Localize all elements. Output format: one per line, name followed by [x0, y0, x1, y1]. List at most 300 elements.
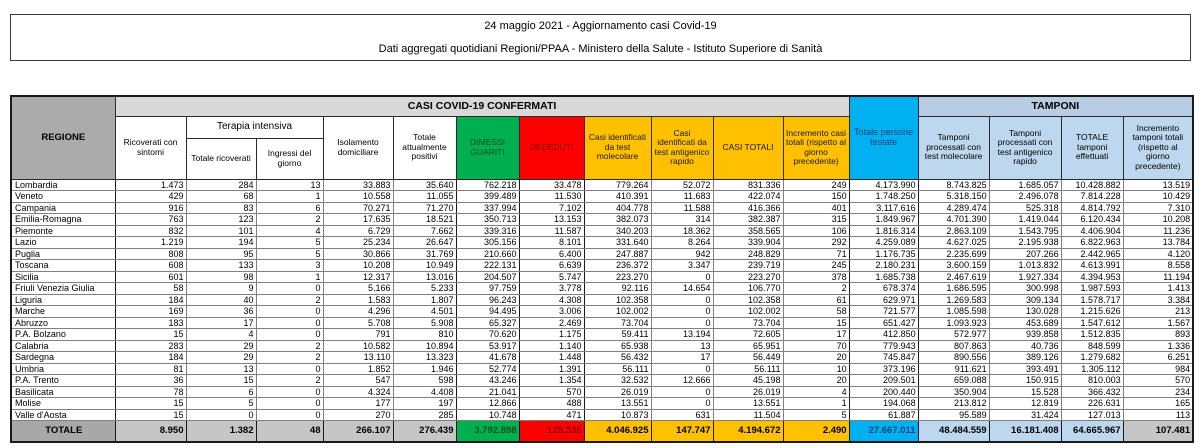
value-cell: 0	[256, 283, 323, 295]
header-deceduti: DECEDUTI	[519, 116, 584, 179]
value-cell: 6.400	[519, 248, 584, 260]
value-cell: 35.640	[393, 179, 456, 191]
value-cell: 177	[323, 398, 393, 410]
region-name: Umbria	[11, 363, 115, 375]
value-cell: 340.203	[584, 225, 651, 237]
value-cell: 32.532	[584, 375, 651, 387]
value-cell: 601	[115, 271, 186, 283]
value-cell: 26.647	[393, 237, 456, 249]
value-cell: 5.166	[323, 283, 393, 295]
region-name: Toscana	[11, 260, 115, 272]
header-casi-totali: CASI TOTALI	[713, 116, 783, 179]
table-row	[11, 294, 1193, 306]
header-incremento-tamponi: Incremento tamponi totali (rispetto al giorno precedente)	[1123, 116, 1193, 179]
header-tamponi-antigenico: Tamponi processati con test antigenico rapido	[989, 116, 1061, 179]
header-dimessi-guariti: DIMESSI GUARITI	[456, 116, 519, 179]
value-cell: 26.019	[713, 386, 783, 398]
value-cell: 984	[1123, 363, 1193, 375]
value-cell: 453.689	[989, 317, 1061, 329]
value-cell: 416.366	[713, 202, 783, 214]
region-name: Valle d'Aosta	[11, 409, 115, 421]
value-cell: 27.667.011	[849, 421, 918, 443]
value-cell: 71.270	[393, 202, 456, 214]
covid-daily-bulletin-table	[10, 95, 1194, 443]
value-cell: 2.442.965	[1061, 248, 1123, 260]
value-cell: 43.246	[456, 375, 519, 387]
header-group-tamponi: TAMPONI	[918, 96, 1193, 116]
value-cell: 1.946	[393, 363, 456, 375]
value-cell: 73.704	[713, 317, 783, 329]
value-cell: 165	[1123, 398, 1193, 410]
value-cell: 8.743.825	[918, 179, 989, 191]
value-cell: 210.660	[456, 248, 519, 260]
value-cell: 11.236	[1123, 225, 1193, 237]
value-cell: 4.289.474	[918, 202, 989, 214]
value-cell: 13	[256, 179, 323, 191]
value-cell: 0	[651, 363, 713, 375]
table-row	[11, 398, 1193, 410]
value-cell: 248.829	[713, 248, 783, 260]
value-cell: 4.194.672	[713, 421, 783, 443]
value-cell: 4.120	[1123, 248, 1193, 260]
value-cell: 70	[783, 340, 849, 352]
value-cell: 36	[115, 375, 186, 387]
value-cell: 3.778	[519, 283, 584, 295]
region-name: Abruzzo	[11, 317, 115, 329]
value-cell: 339.316	[456, 225, 519, 237]
value-cell: 525.318	[989, 202, 1061, 214]
value-cell: 236.372	[584, 260, 651, 272]
value-cell: 10.208	[323, 260, 393, 272]
value-cell: 78	[115, 386, 186, 398]
value-cell: 309.134	[989, 294, 1061, 306]
value-cell: 17	[651, 352, 713, 364]
value-cell: 1.140	[519, 340, 584, 352]
value-cell: 0	[651, 398, 713, 410]
value-cell: 95	[186, 248, 256, 260]
value-cell: 223.270	[584, 271, 651, 283]
table-row	[11, 202, 1193, 214]
value-cell: 0	[256, 398, 323, 410]
value-cell: 197	[393, 398, 456, 410]
value-cell: 123	[186, 214, 256, 226]
table-row	[11, 248, 1193, 260]
value-cell: 71	[783, 248, 849, 260]
value-cell: 831.336	[713, 179, 783, 191]
value-cell: 1.175	[519, 329, 584, 341]
header-ricoverati-con-sintomi: Ricoverati con sintomi	[115, 116, 186, 179]
value-cell: 1.013.832	[989, 260, 1061, 272]
value-cell: 3.006	[519, 306, 584, 318]
value-cell: 3.117.616	[849, 202, 918, 214]
value-cell: 239.719	[713, 260, 783, 272]
value-cell: 1.336	[1123, 340, 1193, 352]
value-cell: 1.685.057	[989, 179, 1061, 191]
value-cell: 41.678	[456, 352, 519, 364]
value-cell: 412.850	[849, 329, 918, 341]
header-regione: REGIONE	[11, 96, 115, 179]
value-cell: 1.987.593	[1061, 283, 1123, 295]
header-casi-test-molecolare: Casi identificati da test molecolare	[584, 116, 651, 179]
table-row	[11, 271, 1193, 283]
value-cell: 249	[783, 179, 849, 191]
value-cell: 2.195.938	[989, 237, 1061, 249]
header-totale-attualmente-positivi: Totale attualmente positivi	[393, 116, 456, 179]
value-cell: 807.863	[918, 340, 989, 352]
value-cell: 4.501	[393, 306, 456, 318]
value-cell: 339.904	[713, 237, 783, 249]
table-row	[11, 352, 1193, 364]
value-cell: 207.266	[989, 248, 1061, 260]
value-cell: 9	[186, 283, 256, 295]
value-cell: 762.218	[456, 179, 519, 191]
header-casi-test-antigenico: Casi identificati da test antigenico rapido	[651, 116, 713, 179]
value-cell: 547	[323, 375, 393, 387]
value-cell: 401	[783, 202, 849, 214]
value-cell: 745.847	[849, 352, 918, 364]
region-name: Basilicata	[11, 386, 115, 398]
value-cell: 184	[115, 352, 186, 364]
value-cell: 48.484.559	[918, 421, 989, 443]
value-cell: 13.784	[1123, 237, 1193, 249]
value-cell: 14.654	[651, 283, 713, 295]
value-cell: 11.587	[519, 225, 584, 237]
value-cell: 1.852	[323, 363, 393, 375]
region-name: Lazio	[11, 237, 115, 249]
value-cell: 15	[783, 317, 849, 329]
value-cell: 10.894	[393, 340, 456, 352]
value-cell: 4.394.953	[1061, 271, 1123, 283]
value-cell: 1.547.612	[1061, 317, 1123, 329]
value-cell: 721.577	[849, 306, 918, 318]
value-cell: 52.774	[456, 363, 519, 375]
value-cell: 1.543.795	[989, 225, 1061, 237]
value-cell: 7.662	[393, 225, 456, 237]
value-cell: 5.908	[393, 317, 456, 329]
value-cell: 1.279.682	[1061, 352, 1123, 364]
value-cell: 5.318.150	[918, 191, 989, 203]
table-row	[11, 237, 1193, 249]
value-cell: 832	[115, 225, 186, 237]
value-cell: 48	[256, 421, 323, 443]
value-cell: 2	[256, 340, 323, 352]
table-row	[11, 260, 1193, 272]
value-cell: 382.073	[584, 214, 651, 226]
value-cell: 4.613.991	[1061, 260, 1123, 272]
value-cell: 429	[115, 191, 186, 203]
table-row	[11, 191, 1193, 203]
value-cell: 399.489	[456, 191, 519, 203]
value-cell: 194.068	[849, 398, 918, 410]
value-cell: 6.251	[1123, 352, 1193, 364]
value-cell: 6.120.434	[1061, 214, 1123, 226]
value-cell: 810.003	[1061, 375, 1123, 387]
value-cell: 1.512.835	[1061, 329, 1123, 341]
table-body	[11, 179, 1193, 442]
value-cell: 11.055	[393, 191, 456, 203]
value-cell: 11.504	[713, 409, 783, 421]
value-cell: 52.072	[651, 179, 713, 191]
value-cell: 651.427	[849, 317, 918, 329]
value-cell: 2.467.619	[918, 271, 989, 283]
table-row	[11, 225, 1193, 237]
value-cell: 629.971	[849, 294, 918, 306]
value-cell: 73.704	[584, 317, 651, 329]
value-cell: 10.748	[456, 409, 519, 421]
value-cell: 11.530	[519, 191, 584, 203]
value-cell: 58	[783, 306, 849, 318]
value-cell: 1.354	[519, 375, 584, 387]
value-cell: 70.620	[456, 329, 519, 341]
value-cell: 598	[393, 375, 456, 387]
value-cell: 4.701.390	[918, 214, 989, 226]
value-cell: 245	[783, 260, 849, 272]
value-cell: 1.093.923	[918, 317, 989, 329]
value-cell: 13.110	[323, 352, 393, 364]
value-cell: 389.126	[989, 352, 1061, 364]
value-cell: 3.792.898	[456, 421, 519, 443]
value-cell: 6.822.963	[1061, 237, 1123, 249]
header-incremento-casi: Incremento casi totali (rispetto al giorno precedente)	[783, 116, 849, 179]
value-cell: 0	[256, 306, 323, 318]
value-cell: 939.858	[989, 329, 1061, 341]
value-cell: 0	[186, 409, 256, 421]
value-cell: 20	[783, 352, 849, 364]
value-cell: 12.317	[323, 271, 393, 283]
table-row	[11, 409, 1193, 421]
value-cell: 13.551	[713, 398, 783, 410]
value-cell: 130.028	[989, 306, 1061, 318]
value-cell: 0	[256, 329, 323, 341]
value-cell: 56.432	[584, 352, 651, 364]
value-cell: 1.176.735	[849, 248, 918, 260]
value-cell: 33.883	[323, 179, 393, 191]
value-cell: 204.507	[456, 271, 519, 283]
value-cell: 234	[1123, 386, 1193, 398]
value-cell: 763	[115, 214, 186, 226]
value-cell: 1.473	[115, 179, 186, 191]
region-name: Emilia-Romagna	[11, 214, 115, 226]
value-cell: 40.736	[989, 340, 1061, 352]
value-cell: 5.708	[323, 317, 393, 329]
value-cell: 5.233	[393, 283, 456, 295]
value-cell: 2.180.231	[849, 260, 918, 272]
value-cell: 68	[186, 191, 256, 203]
value-cell: 358.565	[713, 225, 783, 237]
value-cell: 10.208	[1123, 214, 1193, 226]
value-cell: 31.424	[989, 409, 1061, 421]
value-cell: 13.519	[1123, 179, 1193, 191]
value-cell: 5	[256, 248, 323, 260]
value-cell: 213.812	[918, 398, 989, 410]
value-cell: 127.013	[1061, 409, 1123, 421]
value-cell: 10.428.882	[1061, 179, 1123, 191]
value-cell: 10.558	[323, 191, 393, 203]
value-cell: 8.264	[651, 237, 713, 249]
value-cell: 2	[783, 283, 849, 295]
header-ti-ingressi-del-giorno: Ingressi del giorno	[256, 138, 323, 179]
value-cell: 471	[519, 409, 584, 421]
value-cell: 31.769	[393, 248, 456, 260]
value-cell: 45.198	[713, 375, 783, 387]
value-cell: 3.600.159	[918, 260, 989, 272]
value-cell: 13.551	[584, 398, 651, 410]
value-cell: 779.264	[584, 179, 651, 191]
value-cell: 65.951	[713, 340, 783, 352]
bulletin-title-box	[10, 14, 1191, 61]
value-cell: 15	[115, 409, 186, 421]
value-cell: 102.002	[713, 306, 783, 318]
value-cell: 0	[256, 386, 323, 398]
value-cell: 5	[783, 409, 849, 421]
value-cell: 13.153	[519, 214, 584, 226]
value-cell: 1.748.250	[849, 191, 918, 203]
value-cell: 366.432	[1061, 386, 1123, 398]
value-cell: 223.270	[713, 271, 783, 283]
value-cell: 350.904	[918, 386, 989, 398]
value-cell: 4	[256, 225, 323, 237]
region-name: Puglia	[11, 248, 115, 260]
header-totale-tamponi: TOTALE tamponi effettuati	[1061, 116, 1123, 179]
value-cell: 4.324	[323, 386, 393, 398]
value-cell: 83	[186, 202, 256, 214]
covid-data-table-wrapper	[10, 95, 1194, 443]
value-cell: 4.408	[393, 386, 456, 398]
value-cell: 570	[519, 386, 584, 398]
value-cell: 1.448	[519, 352, 584, 364]
total-label: TOTALE	[11, 421, 115, 443]
value-cell: 2	[256, 352, 323, 364]
value-cell: 94.495	[456, 306, 519, 318]
value-cell: 1.567	[1123, 317, 1193, 329]
value-cell: 213	[1123, 306, 1193, 318]
value-cell: 102.358	[713, 294, 783, 306]
value-cell: 11.588	[651, 202, 713, 214]
value-cell: 1	[256, 271, 323, 283]
value-cell: 25.234	[323, 237, 393, 249]
table-row	[11, 306, 1193, 318]
value-cell: 1.807	[393, 294, 456, 306]
value-cell: 393.491	[989, 363, 1061, 375]
value-cell: 147.747	[651, 421, 713, 443]
value-cell: 12.866	[456, 398, 519, 410]
region-name: Sicilia	[11, 271, 115, 283]
value-cell: 337.994	[456, 202, 519, 214]
value-cell: 61.887	[849, 409, 918, 421]
table-row	[11, 317, 1193, 329]
region-name: Molise	[11, 398, 115, 410]
table-row	[11, 386, 1193, 398]
value-cell: 106	[783, 225, 849, 237]
value-cell: 8.950	[115, 421, 186, 443]
value-cell: 1.269.583	[918, 294, 989, 306]
value-cell: 4.046.925	[584, 421, 651, 443]
value-cell: 5.747	[519, 271, 584, 283]
value-cell: 15.528	[989, 386, 1061, 398]
value-cell: 4	[783, 386, 849, 398]
value-cell: 1.219	[115, 237, 186, 249]
value-cell: 96.243	[456, 294, 519, 306]
region-name: Marche	[11, 306, 115, 318]
region-name: P.A. Bolzano	[11, 329, 115, 341]
table-row	[11, 375, 1193, 387]
value-cell: 200.440	[849, 386, 918, 398]
value-cell: 0	[256, 317, 323, 329]
value-cell: 26.019	[584, 386, 651, 398]
value-cell: 113	[1123, 409, 1193, 421]
value-cell: 36	[186, 306, 256, 318]
value-cell: 11.683	[651, 191, 713, 203]
value-cell: 107.481	[1123, 421, 1193, 443]
value-cell: 1.927.334	[989, 271, 1061, 283]
value-cell: 11.194	[1123, 271, 1193, 283]
value-cell: 98	[186, 271, 256, 283]
value-cell: 2.469	[519, 317, 584, 329]
table-header	[11, 96, 1193, 179]
value-cell: 29	[186, 352, 256, 364]
bulletin-title-line2: Dati aggregati quotidiani Regioni/PPAA - Ministero della Salute - Istituto Superiore di Sanità	[378, 42, 823, 55]
value-cell: 0	[651, 294, 713, 306]
value-cell: 13	[186, 363, 256, 375]
value-cell: 18.362	[651, 225, 713, 237]
value-cell: 382.387	[713, 214, 783, 226]
value-cell: 378	[783, 271, 849, 283]
value-cell: 890.556	[918, 352, 989, 364]
value-cell: 150	[783, 191, 849, 203]
value-cell: 40	[186, 294, 256, 306]
value-cell: 56.111	[713, 363, 783, 375]
value-cell: 314	[651, 214, 713, 226]
value-cell: 13	[651, 340, 713, 352]
value-cell: 15	[115, 398, 186, 410]
value-cell: 0	[256, 363, 323, 375]
bulletin-title-line1: 24 maggio 2021 - Aggiornamento casi Covid-19	[484, 20, 717, 33]
value-cell: 184	[115, 294, 186, 306]
value-cell: 10.949	[393, 260, 456, 272]
value-cell: 410.391	[584, 191, 651, 203]
value-cell: 247.887	[584, 248, 651, 260]
value-cell: 21.041	[456, 386, 519, 398]
value-cell: 61	[783, 294, 849, 306]
value-cell: 1	[256, 191, 323, 203]
value-cell: 194	[186, 237, 256, 249]
table-row	[11, 340, 1193, 352]
value-cell: 3.347	[651, 260, 713, 272]
value-cell: 30.866	[323, 248, 393, 260]
value-cell: 285	[393, 409, 456, 421]
value-cell: 4	[186, 329, 256, 341]
region-name: Liguria	[11, 294, 115, 306]
value-cell: 15	[186, 375, 256, 387]
value-cell: 133	[186, 260, 256, 272]
table-row	[11, 214, 1193, 226]
value-cell: 1.215.626	[1061, 306, 1123, 318]
value-cell: 13.016	[393, 271, 456, 283]
value-cell: 791	[323, 329, 393, 341]
value-cell: 0	[256, 409, 323, 421]
table-row	[11, 363, 1193, 375]
table-row	[11, 283, 1193, 295]
value-cell: 101	[186, 225, 256, 237]
value-cell: 893	[1123, 329, 1193, 341]
value-cell: 169	[115, 306, 186, 318]
value-cell: 1.419.044	[989, 214, 1061, 226]
value-cell: 3	[256, 260, 323, 272]
value-cell: 0	[651, 271, 713, 283]
total-row	[11, 421, 1193, 443]
value-cell: 72.605	[713, 329, 783, 341]
value-cell: 10.873	[584, 409, 651, 421]
